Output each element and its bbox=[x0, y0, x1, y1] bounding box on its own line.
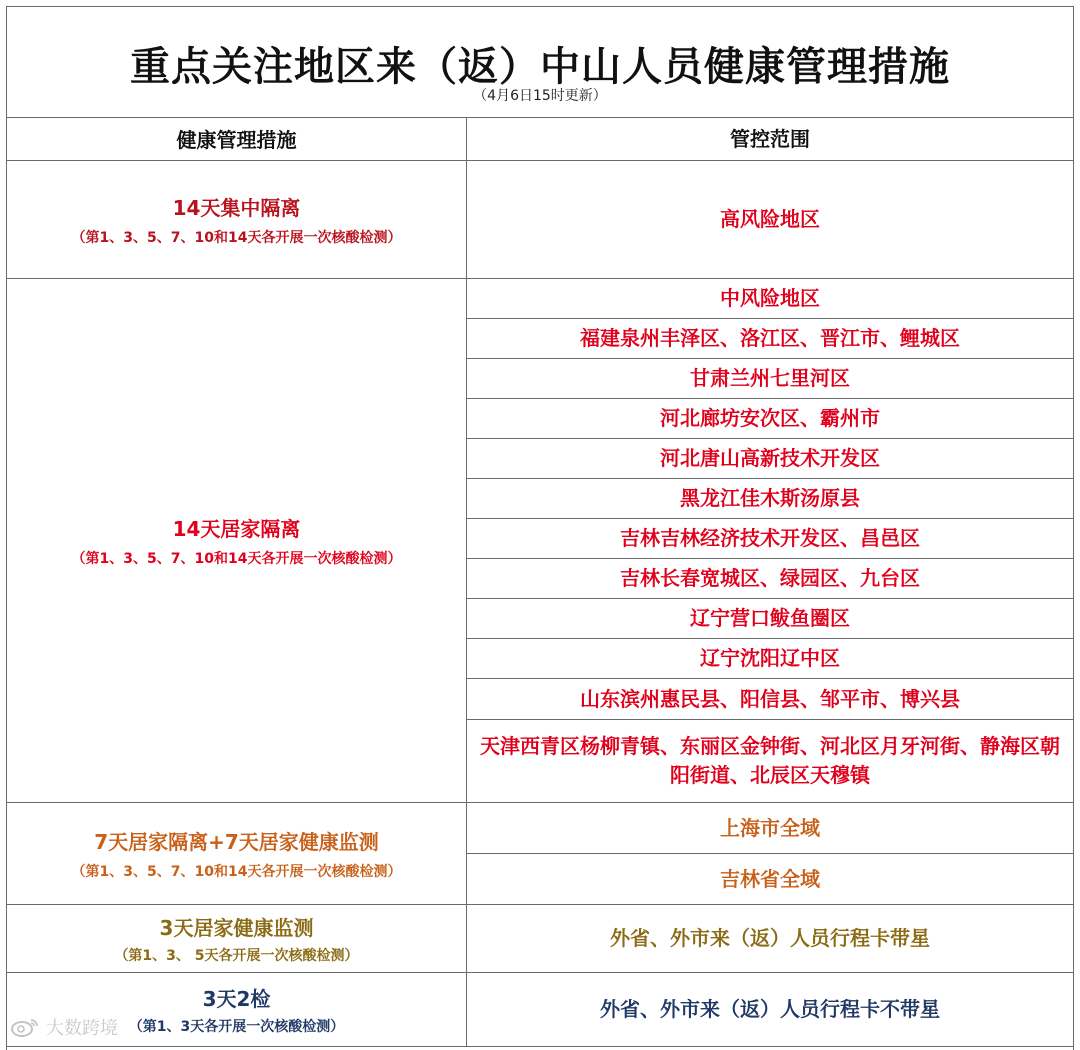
weibo-logo-icon bbox=[10, 1016, 40, 1038]
scope-item: 山东滨州惠民县、阳信县、邹平市、博兴县 bbox=[467, 679, 1073, 720]
measure-note: （第1、3天各开展一次核酸检测） bbox=[128, 1019, 345, 1035]
page-title: 重点关注地区来（返）中山人员健康管理措施 bbox=[130, 43, 950, 90]
scope-item: 黑龙江佳木斯汤原县 bbox=[467, 479, 1073, 519]
scope-item: 吉林省全域 bbox=[720, 866, 820, 891]
measure-cell bbox=[7, 161, 467, 278]
table-header-row bbox=[7, 117, 1073, 161]
scope-item: 福建泉州丰泽区、洛江区、晋江市、鲤城区 bbox=[467, 319, 1073, 359]
table-row-home-quarantine bbox=[7, 279, 1073, 803]
header-scope-cell bbox=[467, 117, 1073, 160]
measure-cell bbox=[7, 905, 467, 972]
measure-title: 3天居家健康监测 bbox=[159, 916, 314, 940]
measure-note: （第1、3、 5天各开展一次核酸检测） bbox=[114, 948, 359, 964]
scope-item: 上海市全域 bbox=[467, 803, 1073, 854]
scope-item: 河北唐山高新技术开发区 bbox=[467, 439, 1073, 479]
measure-note: （第1、3、5、7、10和14天各开展一次核酸检测） bbox=[71, 551, 402, 567]
scope-item: 高风险地区 bbox=[720, 207, 820, 231]
scope-item: 吉林吉林经济技术开发区、昌邑区 bbox=[467, 519, 1073, 559]
measure-cell bbox=[7, 803, 467, 904]
scope-item: 吉林长春宽城区、绿园区、九台区 bbox=[467, 559, 1073, 599]
scope-cell bbox=[467, 161, 1073, 278]
watermark bbox=[10, 1014, 118, 1040]
header-scope: 管控范围 bbox=[730, 126, 810, 151]
scope-item: 甘肃兰州七里河区 bbox=[467, 359, 1073, 399]
update-time: （4月6日15时更新） bbox=[473, 88, 607, 104]
scope-cell bbox=[467, 803, 1073, 904]
scope-item: 中风险地区 bbox=[467, 279, 1073, 319]
scope-item: 天津西青区杨柳青镇、东丽区金钟街、河北区月牙河街、静海区朝阳街道、北辰区天穆镇 bbox=[480, 734, 1060, 787]
measure-title: 7天居家隔离+7天居家健康监测 bbox=[94, 830, 379, 854]
header-measures: 健康管理措施 bbox=[176, 128, 297, 152]
header-measures-cell bbox=[7, 117, 467, 160]
watermark-text: 大数跨境 bbox=[46, 1018, 118, 1039]
scope-item: 外省、外市来（返）人员行程卡带星 bbox=[610, 926, 930, 950]
scope-item: 辽宁沈阳辽中区 bbox=[467, 639, 1073, 679]
measure-note: （第1、3、5、7、10和14天各开展一次核酸检测） bbox=[71, 230, 402, 246]
measure-title: 14天集中隔离 bbox=[172, 196, 301, 220]
measures-table bbox=[6, 6, 1074, 1050]
table-row-home-health-monitoring bbox=[7, 905, 1073, 973]
measure-title: 3天2检 bbox=[202, 987, 271, 1011]
title-block bbox=[7, 7, 1073, 118]
scope-cell bbox=[467, 905, 1073, 972]
measure-title: 14天居家隔离 bbox=[172, 517, 301, 541]
measure-note: （第1、3、5、7、10和14天各开展一次核酸检测） bbox=[71, 864, 402, 880]
table-row-home-quarantine-monitoring bbox=[7, 803, 1073, 905]
scope-item: 河北廊坊安次区、霸州市 bbox=[467, 399, 1073, 439]
measure-cell bbox=[7, 279, 467, 802]
scope-cell bbox=[467, 279, 1073, 802]
table-row-three-day-two-tests bbox=[7, 973, 1073, 1047]
scope-item: 辽宁营口鲅鱼圈区 bbox=[467, 599, 1073, 639]
table-row-central-quarantine bbox=[7, 161, 1073, 279]
scope-item: 外省、外市来（返）人员行程卡不带星 bbox=[600, 997, 940, 1021]
scope-cell bbox=[467, 973, 1073, 1046]
